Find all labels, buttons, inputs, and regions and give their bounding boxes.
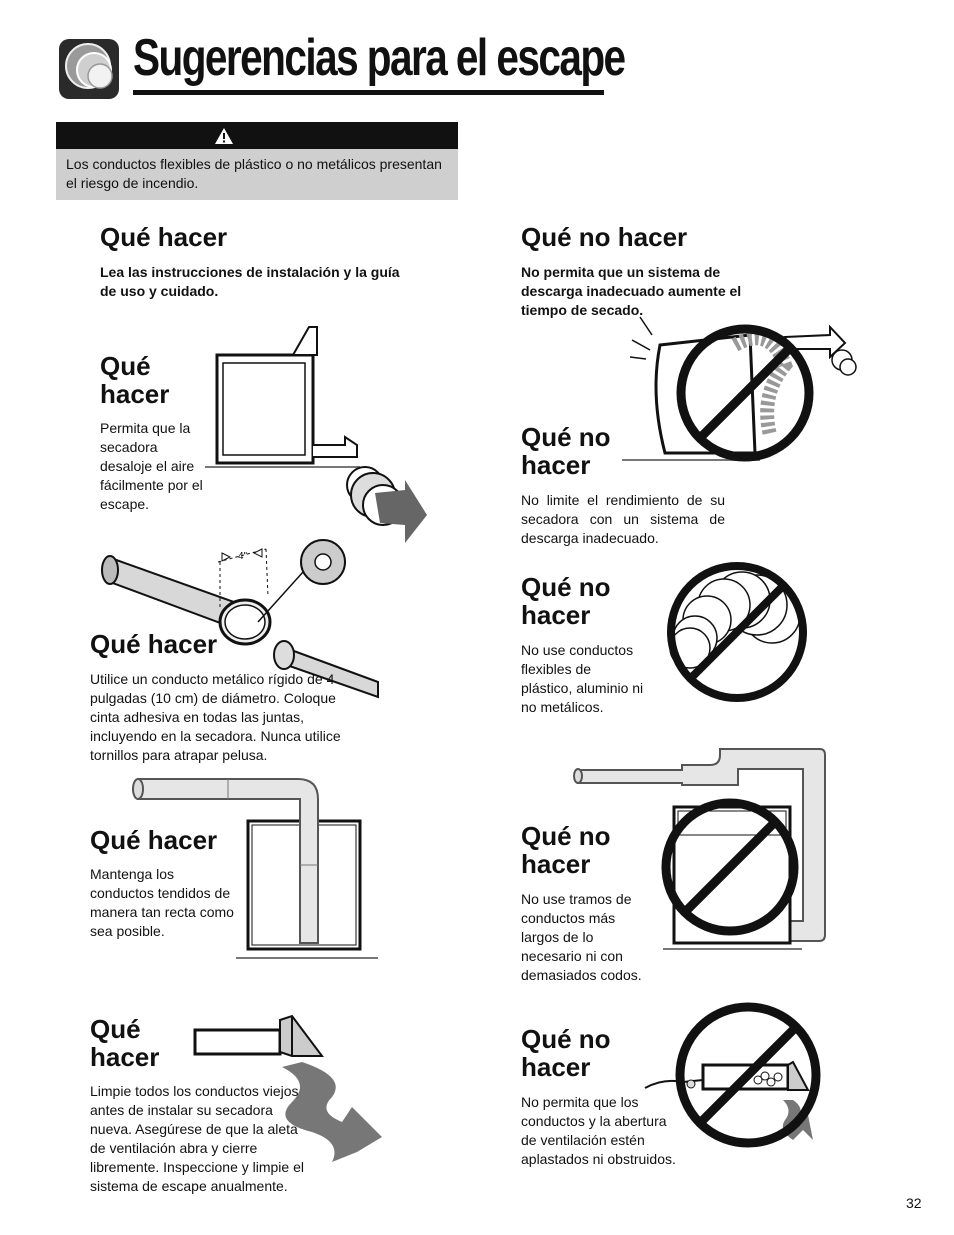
dont-item-4-text: No permita que los conductos y la abertura de ventilación estén aplastados ni obstruidos. bbox=[521, 1094, 676, 1167]
vent-flap-open-illustration bbox=[192, 1012, 387, 1182]
dryer-airflow-illustration bbox=[205, 325, 435, 545]
do-item-4-text: Limpie todos los conductos viejos antes de instalar su secadora nueva. Asegúrese de que la aleta de ventilación abra y cierre libremente. Inspeccione y limpie el sistema de escape anualmente. bbox=[90, 1083, 304, 1194]
dont-item-4-heading-line1: Qué no bbox=[521, 1024, 611, 1054]
do-subtitle: Lea las instrucciones de instalación y la guía de uso y cuidado. bbox=[100, 264, 400, 299]
dont-item-2-heading-line1: Qué no bbox=[521, 572, 611, 602]
dont-item-1-heading-line2: hacer bbox=[521, 450, 591, 480]
section-logo-icon bbox=[58, 38, 120, 100]
dont-heading: Qué no hacer bbox=[521, 222, 688, 252]
dont-item-3-text: No use tramos de conductos más largos de lo necesario ni con demasiados codos. bbox=[521, 891, 642, 983]
duct-diameter-label: 4" bbox=[238, 551, 248, 562]
dont-subtitle: No permita que un sistema de descarga inadecuado aumente el tiempo de secado. bbox=[521, 264, 742, 318]
dont-item-1-heading-line1: Qué no bbox=[521, 422, 611, 452]
do-item-4-heading-line2: hacer bbox=[90, 1042, 160, 1072]
dont-item-3-heading-line1: Qué no bbox=[521, 821, 611, 851]
dont-item-3-heading-line2: hacer bbox=[521, 849, 591, 879]
do-item-1-text: Permita que la secadora desaloje el aire fácilmente por el escape. bbox=[100, 420, 203, 512]
do-item-4-heading-line1: Qué bbox=[90, 1014, 141, 1044]
page-number: 32 bbox=[906, 1195, 922, 1211]
do-item-2-heading: Qué hacer bbox=[90, 629, 218, 659]
dont-item-2-heading-line2: hacer bbox=[521, 600, 591, 630]
warning-triangle-icon bbox=[214, 127, 234, 145]
flexible-duct-prohibited-illustration bbox=[662, 560, 812, 705]
warning-text: Los conductos flexibles de plástico o no metálicos presentan el riesgo de incendio. bbox=[66, 156, 442, 191]
do-heading: Qué hacer bbox=[100, 222, 228, 252]
do-item-3-text: Mantenga los conductos tendidos de manera tan recta como sea posible. bbox=[90, 866, 234, 939]
warning-header bbox=[56, 122, 458, 149]
do-item-2-text: Utilice un conducto metálico rígido de 4 pulgadas (10 cm) de diámetro. Coloque cinta adhesiva en todas las juntas, incluyendo en la secadora. Nunca utilice tornillos para atrapar pelusa. bbox=[90, 671, 341, 763]
title-underline bbox=[133, 90, 604, 95]
dont-item-2-text: No use conductos flexibles de plástico, aluminio ni no metálicos. bbox=[521, 642, 644, 715]
dont-item-4-heading-line2: hacer bbox=[521, 1052, 591, 1082]
do-item-3-heading: Qué hacer bbox=[90, 825, 218, 855]
do-item-1-heading-line2: hacer bbox=[100, 379, 170, 409]
do-item-1-heading-line1: Qué bbox=[100, 351, 151, 381]
inadequate-exhaust-prohibited-illustration bbox=[620, 315, 870, 465]
dont-item-1-text: No limite el rendimiento de su secadora con un sistema de descarga inadecuado. bbox=[521, 492, 725, 546]
page-title: Sugerencias para el escape bbox=[133, 29, 625, 87]
